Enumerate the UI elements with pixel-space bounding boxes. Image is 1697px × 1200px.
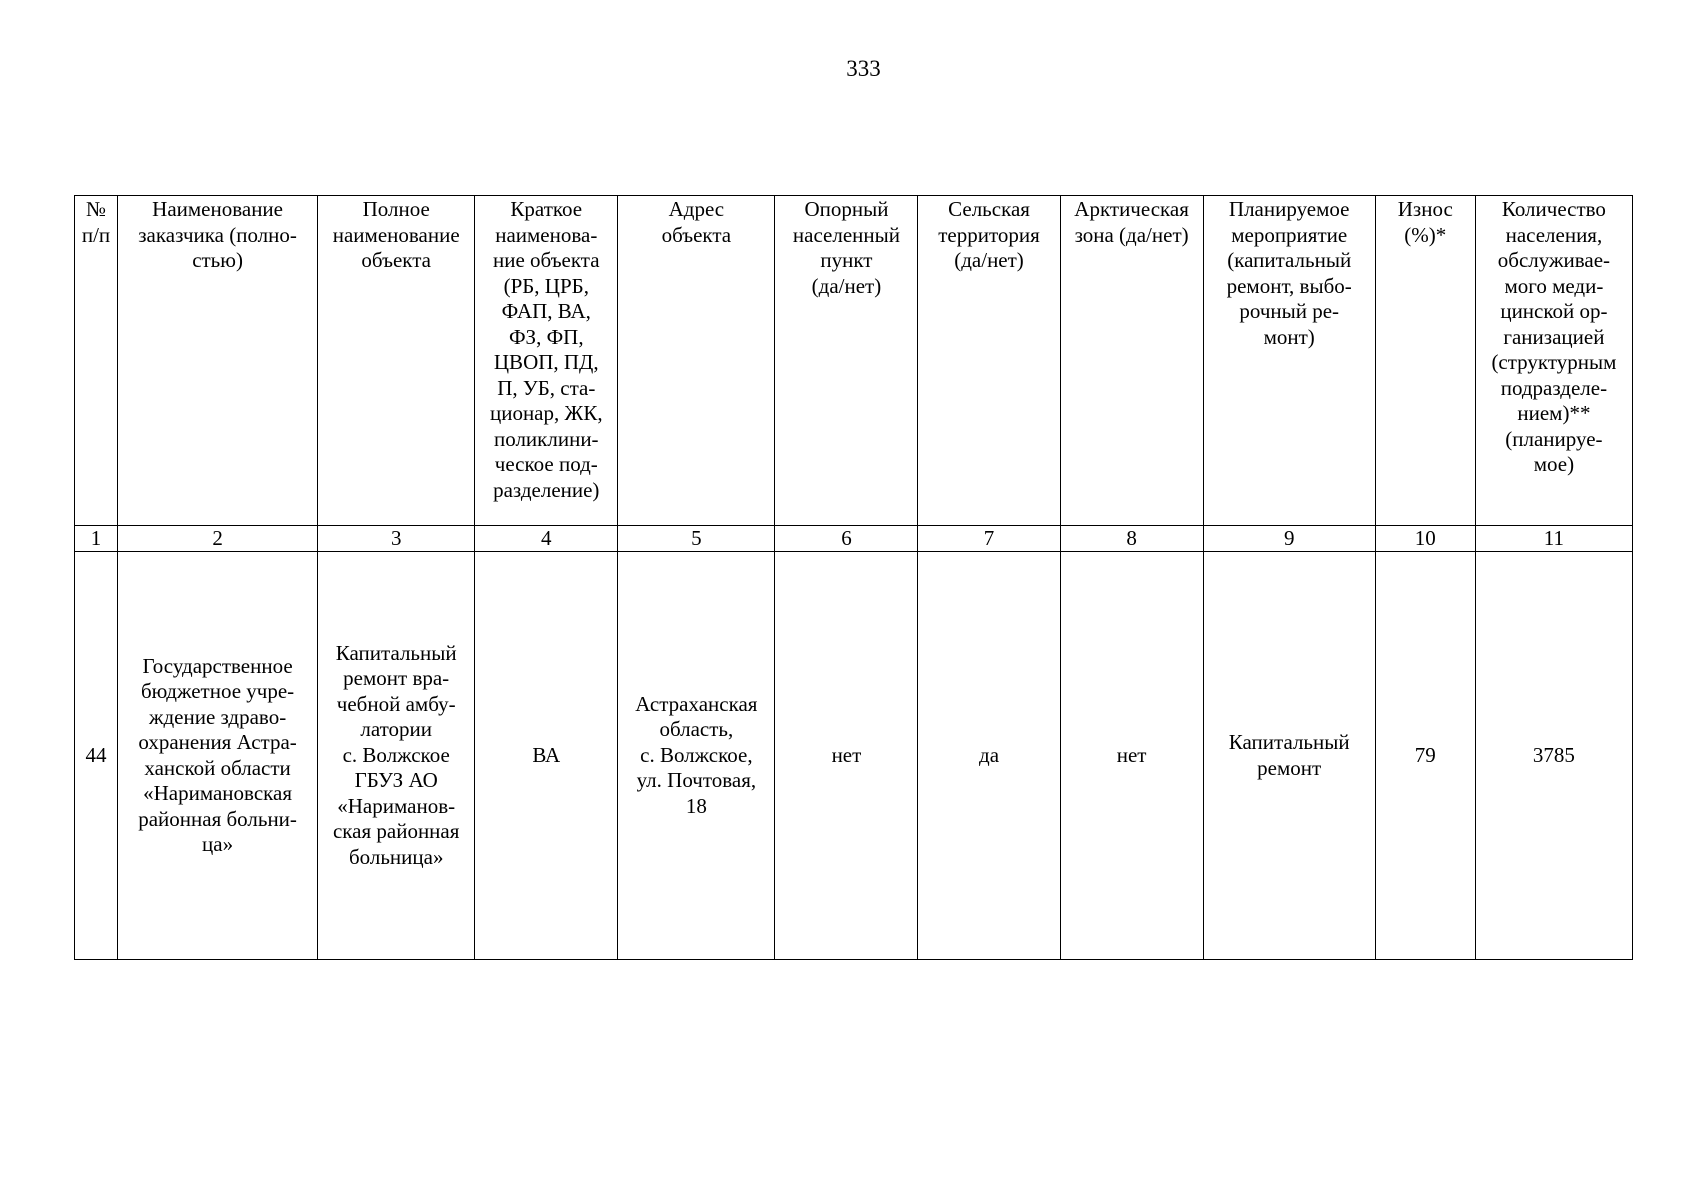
cell-customer-name: Государственное бюджетное учре- ждение здраво- охранения Астра- ханской области «Наримановская районная больни- ца» [118,552,318,960]
header-arctic-zone: Арктическая зона (да/нет) [1060,196,1203,526]
cell-object-short-name: ВА [475,552,618,960]
column-number: 4 [475,526,618,552]
column-number: 9 [1203,526,1375,552]
cell-arctic-zone: нет [1060,552,1203,960]
column-number: 3 [318,526,475,552]
header-row-number: № п/п [75,196,118,526]
column-number-row [75,526,1633,552]
header-reference-settlement: Опорный населенный пункт (да/нет) [775,196,918,526]
header-object-address: Адрес объекта [618,196,775,526]
page-number: 333 [846,56,881,81]
table-row [75,552,1633,960]
cell-object-full-name: Капитальный ремонт вра- чебной амбу- латории с. Волжское ГБУЗ АО «Нариманов- ская районная больница» [318,552,475,960]
cell-rural-territory: да [918,552,1060,960]
header-wear-percent: Износ (%)* [1375,196,1475,526]
header-customer-name: Наименование заказчика (полно- стью) [118,196,318,526]
cell-population: 3785 [1475,552,1632,960]
cell-object-address: Астраханская область, с. Волжское, ул. Почтовая, 18 [618,552,775,960]
column-number: 8 [1060,526,1203,552]
facilities-table [74,195,1633,960]
cell-reference-settlement: нет [775,552,918,960]
header-rural-territory: Сельская территория (да/нет) [918,196,1060,526]
header-object-short-name: Краткое наименова- ние объекта (РБ, ЦРБ, ФАП, ВА, ФЗ, ФП, ЦВОП, ПД, П, УБ, ста- ционар, ЖК, поликлини- ческое под- разделение) [475,196,618,526]
cell-row-number: 44 [75,552,118,960]
header-population: Количество населения, обслуживае- мого меди- цинской ор- ганизацией (структурным подразделе- нием)** (планируе- мое) [1475,196,1632,526]
column-number: 2 [118,526,318,552]
cell-wear-percent: 79 [1375,552,1475,960]
column-number: 7 [918,526,1060,552]
column-number: 6 [775,526,918,552]
column-number: 11 [1475,526,1632,552]
column-number: 5 [618,526,775,552]
column-number: 10 [1375,526,1475,552]
cell-planned-measure: Капитальный ремонт [1203,552,1375,960]
table-header-row [75,196,1633,526]
header-object-full-name: Полное наименование объекта [318,196,475,526]
header-planned-measure: Планируемое мероприятие (капитальный ремонт, выбо- рочный ре- монт) [1203,196,1375,526]
column-number: 1 [75,526,118,552]
